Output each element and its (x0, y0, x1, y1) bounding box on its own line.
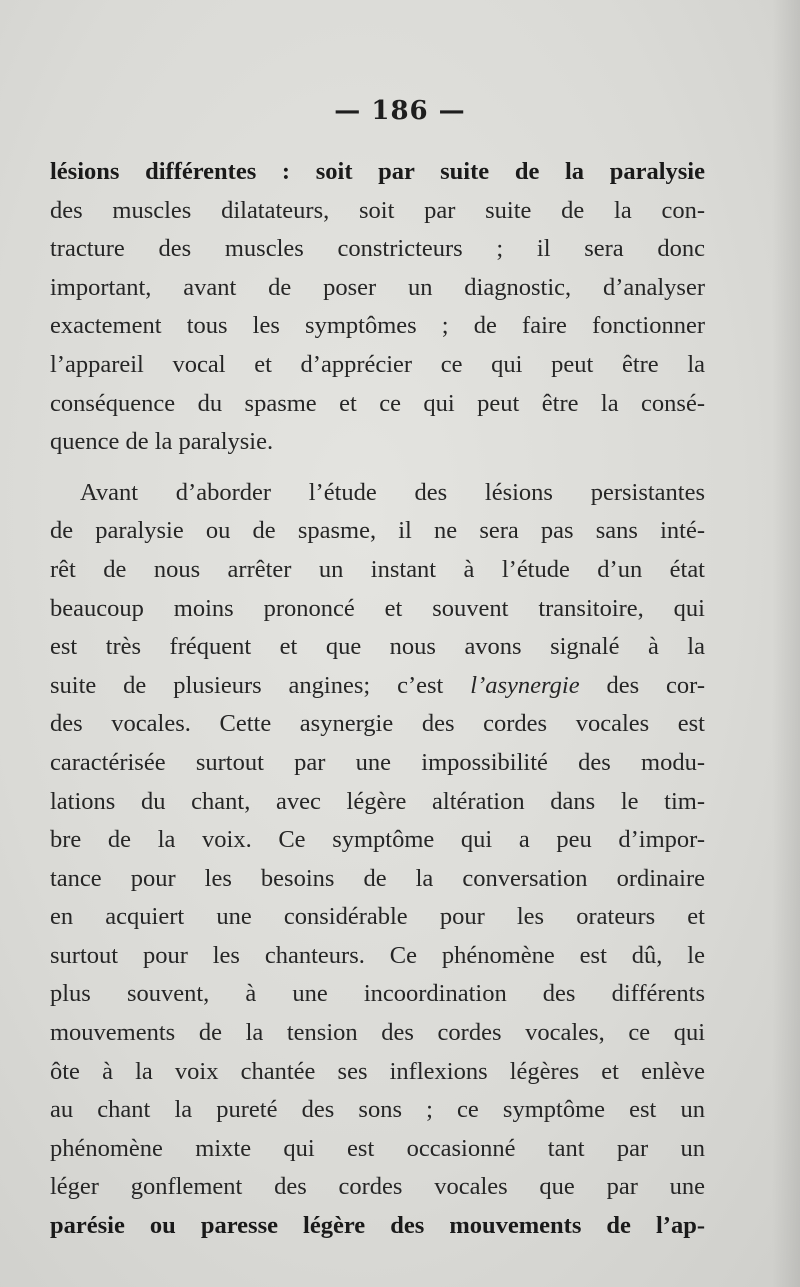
text-line: mouvements de la tension des cordes vocales, ce qui (50, 1019, 705, 1047)
text-line: lations du chant, avec légère altération dans le tim- (50, 787, 705, 815)
text-line: au chant la pureté des sons ; ce symptôme est un (50, 1096, 705, 1124)
text-line: bre de la voix. Ce symptôme qui a peu d’impor- (50, 826, 705, 854)
text-line: de paralysie ou de spasme, il ne sera pas sans inté- (50, 517, 705, 545)
paragraph-2 (50, 474, 705, 1246)
body-text (50, 153, 705, 1246)
text-line: surtout pour les chanteurs. Ce phénomène est dû, le (50, 941, 705, 969)
text-line: beaucoup moins prononcé et souvent transitoire, qui (50, 594, 705, 622)
text-line: exactement tous les symptômes ; de faire fonctionner (50, 312, 705, 340)
text-line: quence de la paralysie. (50, 428, 274, 456)
paragraph-1 (50, 153, 705, 462)
text-line: tance pour les besoins de la conversation ordinaire (50, 864, 705, 892)
text-line: rêt de nous arrêter un instant à l’étude d’un état (50, 555, 705, 583)
italic-term: l’asynergie (470, 671, 580, 699)
text-line: léger gonflement des cordes vocales que par une (50, 1173, 705, 1201)
text-fragment: suite de plusieurs angines; c’est (50, 671, 471, 699)
text-line: Avant d’aborder l’étude des lésions persistantes (80, 478, 705, 506)
text-line-with-italic (50, 667, 705, 706)
text-line: est très fréquent et que nous avons signalé à la (50, 633, 705, 661)
text-line: lésions différentes : soit par suite de la paralysie (50, 158, 705, 185)
text-line: des muscles dilatateurs, soit par suite de la con- (50, 196, 705, 224)
page-number: — 186 — (334, 96, 466, 126)
text-line: conséquence du spasme et ce qui peut être la consé- (50, 389, 705, 417)
text-line: important, avant de poser un diagnostic, d’analyser (50, 273, 705, 301)
text-line: tracture des muscles constricteurs ; il sera donc (50, 235, 705, 263)
text-line: ôte à la voix chantée ses inflexions légères et enlève (50, 1057, 705, 1085)
text-line: l’appareil vocal et d’apprécier ce qui peut être la (50, 350, 705, 378)
text-line: phénomène mixte qui est occasionné tant par un (50, 1134, 705, 1162)
text-fragment: des cor- (579, 671, 705, 699)
text-line: en acquiert une considérable pour les orateurs et (50, 903, 705, 931)
text-line: plus souvent, à une incoordination des différents (50, 980, 705, 1008)
text-line: parésie ou paresse légère des mouvements de l’ap- (50, 1212, 705, 1240)
text-line: caractérisée surtout par une impossibilité des modu- (50, 748, 705, 776)
text-line: des vocales. Cette asynergie des cordes vocales est (50, 710, 705, 738)
page-edge-shadow (772, 0, 800, 1287)
